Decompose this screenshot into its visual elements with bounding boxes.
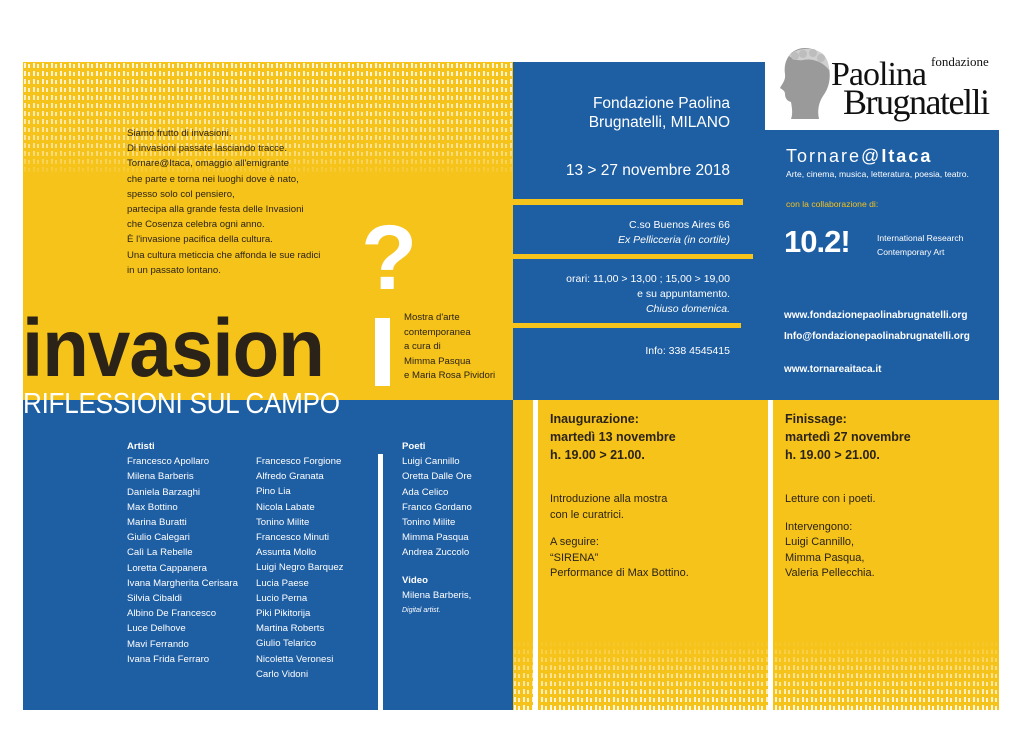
artist-name: Alfredo Granata	[256, 471, 324, 483]
speaker-name: Valeria Pellecchia.	[785, 567, 875, 579]
intro-line: È l'invasione pacifica della cultura.	[127, 234, 273, 246]
texture-pattern	[513, 640, 999, 710]
opening-date: martedì 13 novembre	[550, 430, 676, 444]
intro-line: partecipa alla grande festa delle Invasioni	[127, 204, 304, 216]
speaker-name: Luigi Cannillo,	[785, 536, 855, 548]
partner-logo-number: 10.2!	[784, 224, 850, 259]
opening-event: “SIRENA”	[550, 551, 599, 564]
artist-name: Milena Barberis	[127, 471, 194, 483]
opening-follow: A seguire:	[550, 536, 599, 548]
opening-details	[550, 492, 689, 582]
artist-name: Tonino Milite	[256, 516, 310, 528]
artist-name: Nicoletta Veronesi	[256, 653, 334, 665]
venue-name-line: Brugnatelli, MILANO	[588, 114, 730, 131]
artist-name: Daniela Barzaghi	[127, 486, 201, 498]
brand-tornare: Tornare	[786, 146, 862, 166]
opening-desc: con le curatrici.	[550, 508, 624, 521]
artist-name: Francesco Forgione	[256, 456, 342, 467]
closing-details	[785, 492, 876, 582]
artist-name: Piki Pikitorija	[256, 608, 311, 620]
artist-name: Marina Buratti	[127, 517, 187, 529]
intro-line: Di invasioni passate lasciando tracce.	[127, 143, 287, 155]
artist-name: Francesco Minuti	[256, 532, 330, 544]
poet-name: Franco Gordano	[402, 501, 472, 513]
curators-line: Mostra d'arte	[404, 312, 460, 323]
opening-performance: Performance di Max Bottino.	[550, 567, 689, 579]
collab-label: con la collaborazione di:	[786, 199, 879, 209]
artists-heading: Artisti	[127, 441, 155, 452]
poets-divider	[378, 454, 383, 710]
hours-line: orari: 11,00 > 13,00 ; 15,00 > 19,00	[566, 273, 730, 285]
intro-line: Una cultura meticcia che affonda le sue radici	[127, 249, 321, 261]
artist-name: Luce Delhove	[127, 623, 186, 635]
curators-line: Mimma Pasqua	[404, 355, 471, 367]
subtitle: RIFLESSIONI SUL CAMPO	[23, 388, 340, 420]
closing-time: h. 19.00 > 21.00.	[785, 448, 880, 462]
logo-brugnatelli: Brugnatelli	[843, 82, 989, 122]
poet-name: Ada Celico	[402, 486, 449, 498]
website-link[interactable]: www.tornareaitaca.it	[784, 364, 882, 375]
opening-desc: Introduzione alla mostra	[550, 493, 668, 505]
logo-paolina: Paolina	[831, 56, 926, 93]
artist-name: Martina Roberts	[256, 623, 325, 635]
poet-name: Mimma Pasqua	[402, 532, 469, 544]
venue-hours	[513, 272, 730, 317]
artists-col1	[127, 439, 238, 667]
poet-name: Andrea Zuccolo	[402, 547, 470, 559]
title-i-stem	[375, 318, 390, 386]
brand-itaca: Itaca	[881, 146, 933, 166]
closing-title: Finissage:	[785, 412, 847, 426]
artist-name: Ivana Margherita Cerisara	[127, 577, 238, 589]
artist-name: Giulio Telarico	[256, 638, 317, 650]
speakers-label: Intervengono:	[785, 520, 853, 533]
events-divider	[533, 400, 538, 710]
opening-title: Inaugurazione:	[550, 412, 639, 426]
venue-address	[513, 218, 730, 248]
artist-name: Loretta Cappanera	[127, 562, 208, 574]
title-word: invasion	[22, 303, 324, 394]
intro-line: spesso solo col pensiero,	[127, 188, 235, 200]
brand-at: @	[861, 146, 882, 166]
artist-name: Pino Lia	[256, 486, 291, 498]
video-artist: Milena Barberis,	[402, 589, 472, 601]
itaca-brand	[786, 146, 932, 167]
artist-name: Silvia Cibaldi	[127, 593, 182, 605]
poet-name: Tonino Milite	[402, 517, 456, 529]
closing-block	[785, 410, 911, 464]
itaca-tagline: Arte, cinema, musica, letteratura, poesia, teatro.	[786, 169, 969, 179]
partner-name	[877, 231, 963, 259]
question-mark: ?	[361, 207, 418, 309]
curators-line: a cura di	[404, 341, 441, 352]
closing-date: martedì 27 novembre	[785, 430, 911, 444]
curators-line: e Maria Rosa Pividori	[404, 370, 496, 381]
venue-rule	[513, 323, 741, 328]
artist-name: Giulio Calegari	[127, 532, 190, 544]
speaker-name: Mimma Pasqua,	[785, 551, 865, 564]
intro-line: Tornare@Itaca, omaggio all'emigrante	[127, 158, 289, 170]
artist-name: Albino De Francesco	[127, 608, 217, 620]
artist-name: Max Bottino	[127, 501, 178, 513]
venue-rule	[513, 254, 753, 259]
contacts	[784, 305, 970, 380]
artist-name: Ivana Frida Ferraro	[127, 653, 210, 665]
opening-time: h. 19.00 > 21.00.	[550, 448, 645, 462]
location-line: Ex Pellicceria (in cortile)	[617, 234, 730, 246]
artist-name: Mavi Ferrando	[127, 638, 189, 650]
curators	[404, 311, 495, 384]
artist-name: Lucia Paese	[256, 577, 309, 589]
poet-name: Luigi Cannillo	[402, 456, 460, 468]
profile-portrait-icon	[773, 44, 833, 125]
address-line: C.so Buenos Aires 66	[629, 219, 730, 231]
intro-line: in un passato lontano.	[127, 264, 221, 276]
venue-name	[513, 94, 730, 132]
poets-heading: Poeti	[402, 441, 426, 452]
poets-list	[402, 439, 472, 618]
website-link[interactable]: www.fondazionepaolinabrugnatelli.org	[784, 310, 968, 321]
logo-fondazione: fondazione	[931, 54, 989, 69]
artist-name: Carlo Vidoni	[256, 668, 309, 680]
partner-line: Contemporary Art	[877, 247, 945, 257]
appointment-line: e su appuntamento.	[637, 288, 730, 300]
foundation-logo	[773, 44, 1001, 122]
video-role: Digital artist.	[402, 607, 441, 615]
curators-line: contemporanea	[404, 326, 471, 338]
artist-name: Lucio Perna	[256, 592, 308, 604]
events-divider	[768, 400, 773, 710]
closing-desc: Letture con i poeti.	[785, 493, 876, 505]
poet-name: Oretta Dalle Ore	[402, 471, 472, 483]
artist-name: Francesco Apollaro	[127, 456, 210, 468]
intro-line: che parte e torna nei luoghi dove è nato,	[127, 173, 299, 185]
venue-name-line: Fondazione Paolina	[592, 95, 730, 112]
artist-name: Nicola Labate	[256, 501, 315, 513]
artist-name: Assunta Mollo	[256, 547, 317, 559]
intro-line: che Cosenza celebra ogni anno.	[127, 219, 265, 231]
intro-text	[127, 126, 320, 278]
artists-col2	[256, 454, 343, 682]
partner-line: International Research	[877, 233, 964, 243]
closed-line: Chiuso domenica.	[645, 303, 730, 315]
artist-name: Luigi Negro Barquez	[256, 562, 344, 574]
video-heading: Video	[402, 574, 428, 586]
opening-block	[550, 410, 676, 464]
venue-dates: 13 > 27 novembre 2018	[565, 162, 730, 179]
email-link[interactable]: Info@fondazionepaolinabrugnatelli.org	[784, 331, 970, 342]
venue-rule	[513, 199, 743, 205]
venue-info: Info: 338 4545415	[645, 345, 730, 357]
intro-line: Siamo frutto di invasioni.	[127, 128, 232, 139]
artist-name: Calì La Rebelle	[127, 547, 193, 559]
